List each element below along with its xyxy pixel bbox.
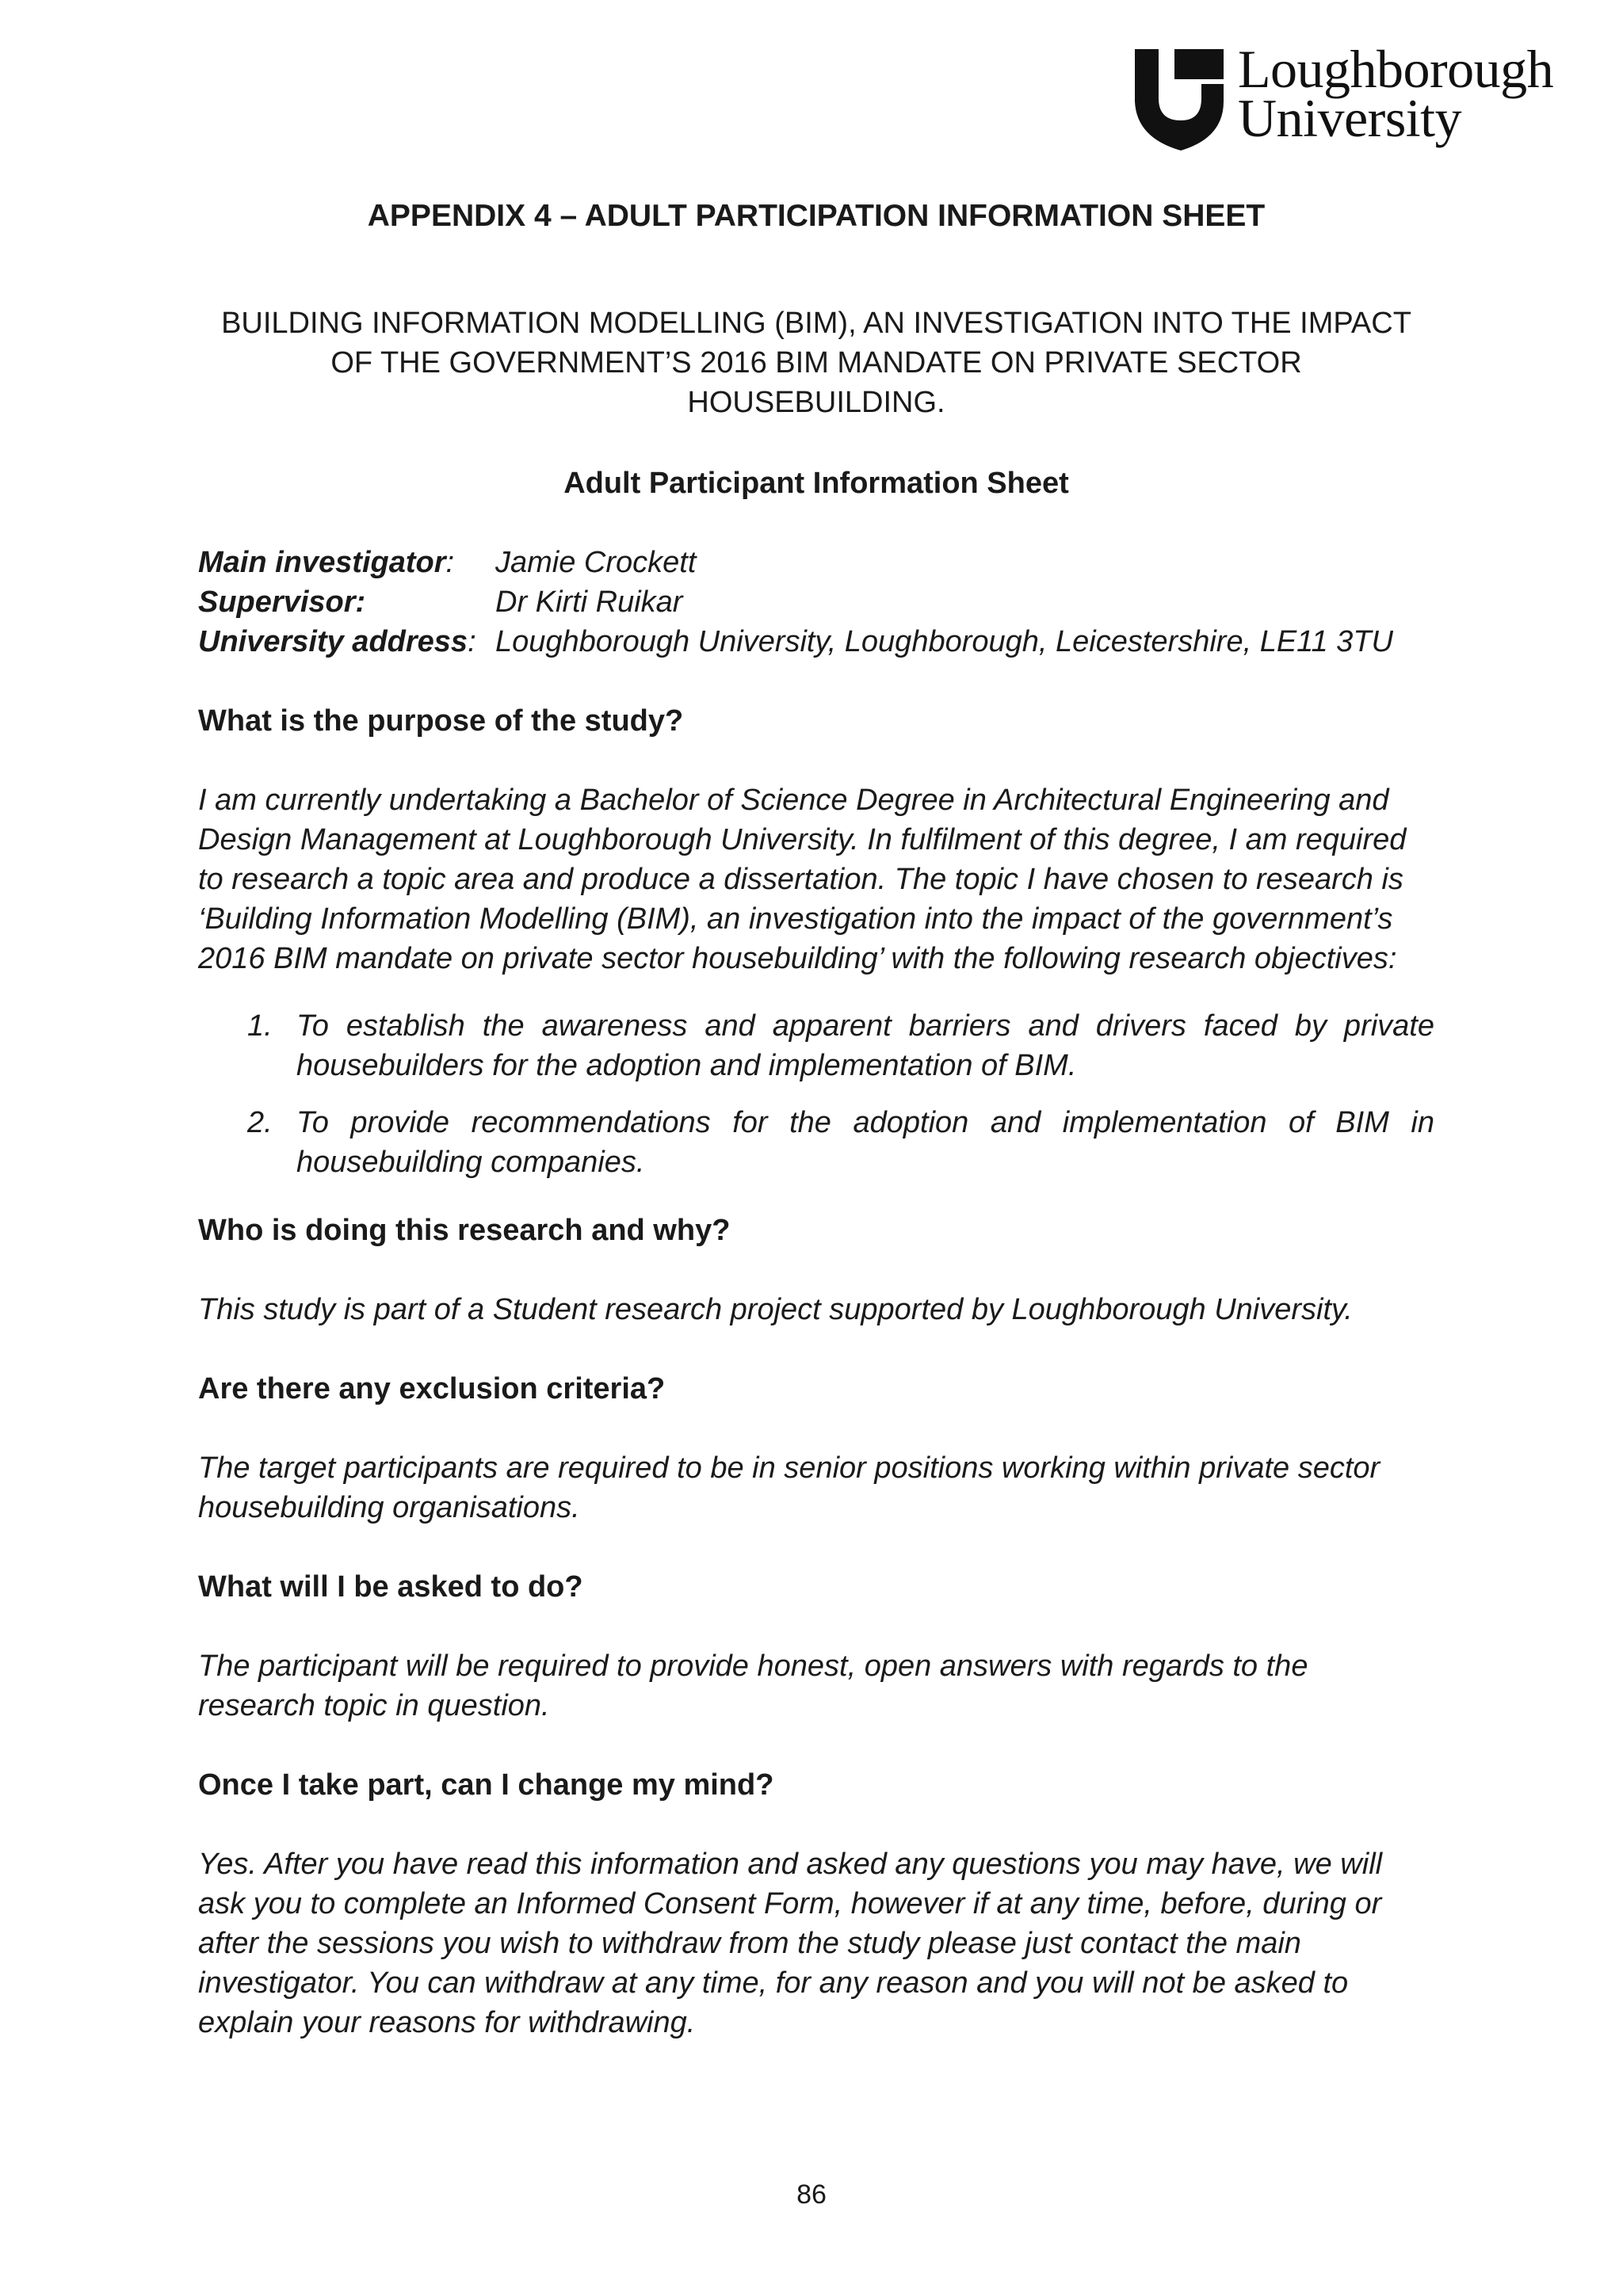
main-investigator-value: Jamie Crockett <box>495 546 697 579</box>
change-line: after the sessions you wish to withdraw from the study please just contact the main <box>198 1927 1301 1960</box>
logo-wordmark <box>1238 39 1554 148</box>
change-paragraph <box>198 1844 1434 2042</box>
objective-line: To provide recommendations for the adoption and implementation of BIM in <box>296 1106 1434 1139</box>
main-investigator-colon: : <box>445 546 455 579</box>
purpose-line: I am currently undertaking a Bachelor of Science Degree in Architectural Engineering and <box>198 784 1389 817</box>
address-colon: : <box>468 625 476 658</box>
page-number: 86 <box>796 2180 827 2210</box>
objective-item <box>198 1006 1434 1085</box>
asked-line: research topic in question. <box>198 1689 550 1722</box>
asked-paragraph <box>198 1646 1434 1726</box>
who-paragraph <box>198 1290 1434 1329</box>
sheet-title: Adult Participant Information Sheet <box>563 467 1069 500</box>
project-title <box>198 303 1434 422</box>
university-logo <box>1135 39 1594 156</box>
change-line: investigator. You can withdraw at any time, for any reason and you will not be asked to <box>198 1966 1349 2000</box>
exclusion-paragraph <box>198 1448 1434 1527</box>
exclusion-heading: Are there any exclusion criteria? <box>198 1372 666 1405</box>
exclusion-line: housebuilding organisations. <box>198 1491 580 1524</box>
supervisor-value: Dr Kirti Ruikar <box>495 585 683 619</box>
address-value: Loughborough University, Loughborough, Leicestershire, LE11 3TU <box>495 625 1393 658</box>
main-investigator-label: Main investigator <box>198 546 446 579</box>
purpose-line: 2016 BIM mandate on private sector housebuilding’ with the following research objectives: <box>198 942 1397 975</box>
objective-line: housebuilders for the adoption and implementation of BIM. <box>296 1049 1077 1082</box>
supervisor-label: Supervisor: <box>198 585 366 619</box>
logo-line-1: Loughborough <box>1238 39 1554 99</box>
project-title-line-1: BUILDING INFORMATION MODELLING (BIM), AN INVESTIGATION INTO THE IMPACT <box>221 307 1411 340</box>
project-title-line-2: OF THE GOVERNMENT’S 2016 BIM MANDATE ON PRIVATE SECTOR <box>330 346 1302 379</box>
asked-heading: What will I be asked to do? <box>198 1570 583 1604</box>
change-heading: Once I take part, can I change my mind? <box>198 1768 774 1802</box>
purpose-line: to research a topic area and produce a dissertation. The topic I have chosen to research is <box>198 863 1403 896</box>
info-row-address <box>198 622 1393 662</box>
objective-number: 1. <box>247 1009 273 1043</box>
asked-line: The participant will be required to provide honest, open answers with regards to the <box>198 1650 1308 1683</box>
purpose-heading: What is the purpose of the study? <box>198 704 684 738</box>
purpose-line: Design Management at Loughborough University. In fulfilment of this degree, I am required <box>198 823 1407 856</box>
objective-item <box>198 1103 1434 1182</box>
change-line: Yes. After you have read this information and asked any questions you may have, we will <box>198 1848 1383 1881</box>
purpose-line: ‘Building Information Modelling (BIM), an investigation into the impact of the government’s <box>198 902 1393 936</box>
address-label: University address <box>198 625 468 658</box>
appendix-title: APPENDIX 4 – ADULT PARTICIPATION INFORMATION SHEET <box>367 199 1266 233</box>
loughborough-shield-icon <box>1135 49 1224 152</box>
who-line: This study is part of a Student research project supported by Loughborough University. <box>198 1293 1353 1326</box>
info-row-main-investigator <box>198 543 1393 582</box>
objectives-list <box>198 1006 1434 1182</box>
logo-line-2: University <box>1238 88 1462 148</box>
objective-number: 2. <box>247 1106 273 1139</box>
change-line: ask you to complete an Informed Consent Form, however if at any time, before, during or <box>198 1887 1382 1920</box>
info-row-supervisor <box>198 582 1393 622</box>
who-heading: Who is doing this research and why? <box>198 1214 731 1247</box>
purpose-paragraph <box>198 780 1434 978</box>
investigator-info <box>198 543 1393 662</box>
project-title-line-3: HOUSEBUILDING. <box>687 386 945 419</box>
change-line: explain your reasons for withdrawing. <box>198 2006 696 2039</box>
objective-line: housebuilding companies. <box>296 1146 645 1179</box>
exclusion-line: The target participants are required to be in senior positions working within private sector <box>198 1451 1381 1485</box>
objective-line: To establish the awareness and apparent barriers and drivers faced by private <box>296 1009 1434 1043</box>
